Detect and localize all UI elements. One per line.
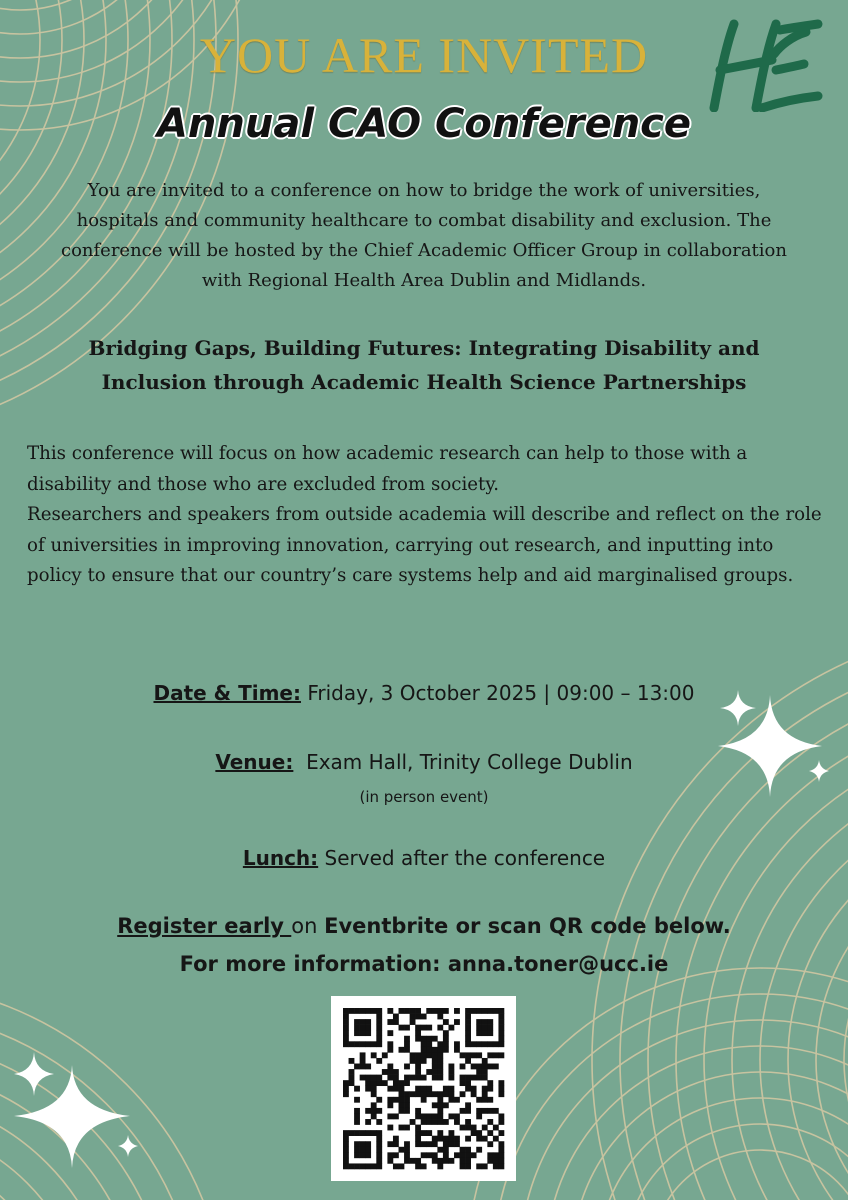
lunch-line: [0, 846, 848, 870]
venue-note: (in person event): [359, 788, 489, 806]
intro-paragraph: You are invited to a conference on how to bridge the work of universities, hospitals and community healthcare to combat disability and exclusion. The conference will be hosted by the Chief Academic Officer Group in collaboration with Regional Health Area Dublin and Midlands.: [61, 180, 787, 291]
conference-description: [27, 439, 827, 592]
lunch-label: Lunch:: [242, 846, 319, 870]
decorative-arcs-bottom-right: [468, 622, 848, 1200]
registration-qr-code[interactable]: [331, 996, 516, 1181]
venue-label: Venue:: [215, 750, 294, 774]
register-on-text: on: [291, 914, 325, 938]
date-time-label: Date & Time:: [153, 681, 301, 705]
contact-info: For more information: anna.toner@ucc.ie: [179, 952, 669, 976]
description-paragraph: Researchers and speakers from outside academia will describe and reflect on the role of universities in improving innovation, carrying out research, and inputting into policy to ensure that our country’s care systems help and aid marginalised groups.: [27, 504, 822, 586]
invitation-headline: YOU ARE INVITED: [199, 27, 649, 83]
hse-logo: [700, 16, 824, 112]
register-link[interactable]: Register early: [117, 914, 292, 938]
venue-value: Exam Hall, Trinity College Dublin: [293, 750, 633, 774]
register-line: [0, 914, 848, 938]
venue-line: [0, 750, 848, 774]
description-paragraph: This conference will focus on how academic research can help to those with a disability and those who are excluded from society.: [27, 443, 748, 495]
date-time-value: Friday, 3 October 2025 | 09:00 – 13:00: [300, 681, 695, 705]
conference-title: Annual CAO Conference: [156, 101, 692, 147]
register-instructions: Eventbrite or scan QR code below.: [324, 914, 731, 938]
conference-theme: Bridging Gaps, Building Futures: Integrating Disability and Inclusion through Academic Health Science Partnerships: [88, 336, 760, 394]
date-time-line: [0, 681, 848, 705]
qr-code[interactable]: [331, 996, 516, 1181]
lunch-value: Served after the conference: [318, 846, 606, 870]
